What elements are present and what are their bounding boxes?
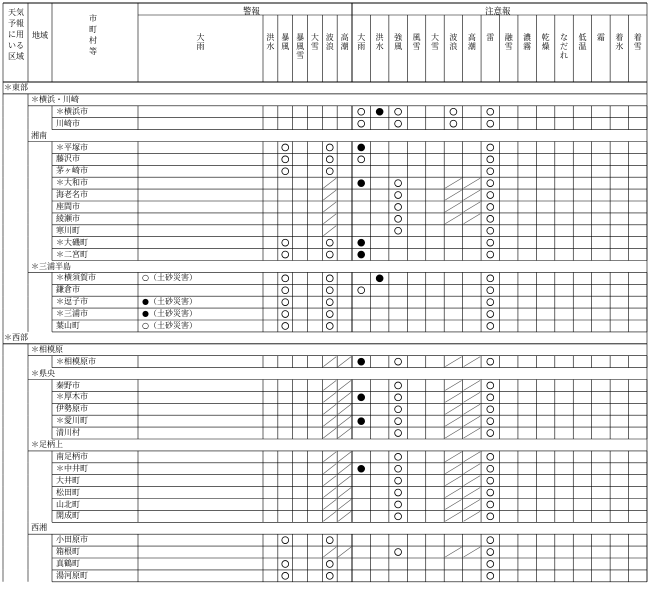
rain-warning-note: ○（土砂災害） (142, 273, 197, 283)
not-applicable-mark (445, 392, 461, 402)
header-warning-col: 大雨 (196, 33, 205, 51)
filled-circle-mark (358, 180, 365, 187)
open-circle-mark (282, 287, 289, 294)
filled-circle-mark (376, 275, 383, 282)
open-circle-mark (326, 144, 333, 151)
open-circle-mark (282, 323, 289, 330)
municipality-label: 座間市 (56, 202, 80, 211)
open-circle-mark (326, 239, 333, 246)
region-label: ＊足柄上 (31, 440, 63, 449)
open-circle-mark (487, 227, 494, 234)
not-applicable-mark (445, 214, 461, 224)
not-applicable-mark (323, 452, 336, 462)
municipality-label: ＊二宮町 (56, 249, 88, 259)
open-circle-mark (487, 382, 494, 389)
open-circle-mark (358, 120, 365, 127)
open-circle-mark (282, 144, 289, 151)
open-circle-mark (487, 430, 494, 437)
municipality-label: 葉山町 (56, 321, 80, 330)
open-circle-mark (282, 537, 289, 544)
municipality-label: 寒川町 (56, 225, 80, 235)
open-circle-mark (282, 275, 289, 282)
open-circle-mark (395, 430, 402, 437)
not-applicable-mark (338, 357, 351, 367)
open-circle-mark (487, 108, 494, 115)
open-circle-mark (450, 108, 457, 115)
municipality-label: 伊勢原市 (56, 404, 88, 414)
open-circle-mark (395, 192, 402, 199)
municipality-label: 秦野市 (56, 380, 80, 390)
open-circle-mark (395, 120, 402, 127)
open-circle-mark (358, 156, 365, 163)
not-applicable-mark (338, 488, 351, 498)
rain-warning-note: ●（土砂災害） (142, 309, 197, 319)
open-circle-mark (326, 323, 333, 330)
open-circle-mark (326, 251, 333, 258)
not-applicable-mark (464, 511, 480, 521)
municipality-label: 清川村 (56, 428, 80, 438)
open-circle-mark (326, 287, 333, 294)
open-circle-mark (487, 156, 494, 163)
header-advisory-col: 大雨 (357, 33, 366, 51)
region-label: 湘南 (31, 130, 47, 140)
header-advisory-col: 霜 (596, 33, 605, 42)
open-circle-mark (282, 572, 289, 579)
header-municipality: 市町村等 (89, 14, 97, 56)
municipality-label: ＊愛川町 (56, 416, 88, 426)
header-forecast-area: 天気予報に用いる区域 (8, 8, 24, 61)
not-applicable-mark (323, 488, 336, 498)
not-applicable-mark (323, 226, 336, 236)
open-circle-mark (487, 287, 494, 294)
open-circle-mark (282, 168, 289, 175)
not-applicable-mark (338, 476, 351, 486)
not-applicable-mark (445, 404, 461, 414)
not-applicable-mark (323, 547, 336, 557)
filled-circle-mark (358, 465, 365, 472)
filled-circle-mark (358, 144, 365, 151)
not-applicable-mark (464, 404, 480, 414)
region-label: ＊三浦半島 (31, 261, 71, 271)
not-applicable-mark (323, 202, 336, 212)
municipality-label: ＊大磯町 (56, 237, 88, 247)
municipality-label: ＊平塚市 (56, 142, 88, 152)
open-circle-mark (395, 108, 402, 115)
header-warning-col: 洪水 (266, 33, 275, 51)
not-applicable-mark (464, 392, 480, 402)
not-applicable-mark (445, 202, 461, 212)
header-advisory-col: 着雪 (633, 33, 642, 51)
open-circle-mark (487, 311, 494, 318)
not-applicable-mark (338, 500, 351, 510)
filled-circle-mark (376, 108, 383, 115)
not-applicable-mark (464, 381, 480, 391)
not-applicable-mark (445, 190, 461, 200)
open-circle-mark (395, 394, 402, 401)
municipality-label: 真鶴町 (56, 559, 80, 568)
open-circle-mark (487, 168, 494, 175)
open-circle-mark (395, 465, 402, 472)
not-applicable-mark (464, 190, 480, 200)
not-applicable-mark (464, 428, 480, 438)
open-circle-mark (487, 180, 494, 187)
open-circle-mark (395, 549, 402, 556)
open-circle-mark (487, 299, 494, 306)
header-advisory-col: 乾燥 (541, 33, 550, 51)
header-advisory-col: 大雪 (430, 33, 439, 51)
open-circle-mark (487, 418, 494, 425)
open-circle-mark (487, 537, 494, 544)
header-warning-col: 暴風雪 (296, 33, 305, 60)
header-advisory-col: 雷 (486, 33, 495, 42)
municipality-label: 山北町 (56, 499, 80, 509)
filled-circle-mark (358, 418, 365, 425)
header-advisory-col: 高潮 (467, 33, 476, 51)
region-label: ＊相模原 (31, 344, 63, 354)
open-circle-mark (487, 358, 494, 365)
open-circle-mark (487, 572, 494, 579)
header-warnings: 警報 (243, 7, 261, 17)
not-applicable-mark (445, 464, 461, 474)
open-circle-mark (487, 489, 494, 496)
not-applicable-mark (445, 357, 461, 367)
open-circle-mark (450, 120, 457, 127)
municipality-label: 鎌倉市 (56, 285, 80, 295)
open-circle-mark (487, 204, 494, 211)
not-applicable-mark (445, 452, 461, 462)
header-warning-col: 高潮 (340, 33, 349, 51)
not-applicable-mark (464, 416, 480, 426)
not-applicable-mark (323, 428, 336, 438)
not-applicable-mark (323, 500, 336, 510)
not-applicable-mark (464, 500, 480, 510)
not-applicable-mark (323, 214, 336, 224)
open-circle-mark (487, 561, 494, 568)
open-circle-mark (487, 251, 494, 258)
open-circle-mark (326, 299, 333, 306)
area-label: ＊東部 (4, 83, 28, 92)
open-circle-mark (487, 513, 494, 520)
filled-circle-mark (358, 394, 365, 401)
open-circle-mark (395, 513, 402, 520)
municipality-label: ＊相模原市 (56, 356, 96, 366)
not-applicable-mark (338, 381, 351, 391)
rain-warning-note: ○（土砂災害） (142, 321, 197, 330)
not-applicable-mark (445, 381, 461, 391)
municipality-label: 藤沢市 (56, 154, 80, 164)
open-circle-mark (282, 156, 289, 163)
municipality-label: ＊厚木市 (56, 392, 88, 402)
open-circle-mark (487, 120, 494, 127)
open-circle-mark (487, 465, 494, 472)
header-advisory-col: 着氷 (615, 33, 624, 51)
header-advisories: 注意報 (485, 7, 511, 17)
open-circle-mark (395, 418, 402, 425)
not-applicable-mark (323, 511, 336, 521)
municipality-label: ＊横浜市 (56, 106, 88, 116)
not-applicable-mark (338, 511, 351, 521)
open-circle-mark (487, 192, 494, 199)
not-applicable-mark (464, 178, 480, 188)
open-circle-mark (326, 572, 333, 579)
municipality-label: ＊中井町 (56, 463, 88, 473)
municipality-label: 南足柄市 (56, 451, 88, 461)
not-applicable-mark (338, 452, 351, 462)
open-circle-mark (487, 323, 494, 330)
header-advisory-col: 波浪 (449, 33, 458, 51)
open-circle-mark (395, 501, 402, 508)
municipality-label: 湯河原町 (56, 570, 88, 580)
not-applicable-mark (464, 357, 480, 367)
filled-circle-mark (358, 358, 365, 365)
open-circle-mark (487, 453, 494, 460)
not-applicable-mark (323, 190, 336, 200)
area-label: ＊西部 (4, 332, 28, 342)
not-applicable-mark (464, 202, 480, 212)
open-circle-mark (358, 108, 365, 115)
not-applicable-mark (445, 416, 461, 426)
open-circle-mark (326, 168, 333, 175)
header-advisory-col: 濃霧 (523, 33, 532, 51)
not-applicable-mark (464, 476, 480, 486)
not-applicable-mark (323, 357, 336, 367)
filled-circle-mark (358, 239, 365, 246)
not-applicable-mark (338, 464, 351, 474)
header-advisory-col: 洪水 (375, 33, 384, 51)
open-circle-mark (395, 453, 402, 460)
open-circle-mark (487, 394, 494, 401)
header-warning-col: 暴風 (281, 33, 290, 51)
open-circle-mark (395, 406, 402, 413)
not-applicable-mark (323, 404, 336, 414)
not-applicable-mark (445, 476, 461, 486)
open-circle-mark (395, 477, 402, 484)
header-advisory-col: 低温 (578, 33, 587, 51)
open-circle-mark (395, 489, 402, 496)
not-applicable-mark (464, 452, 480, 462)
not-applicable-mark (323, 392, 336, 402)
municipality-label: 綾瀬市 (56, 213, 80, 223)
municipality-label: 海老名市 (56, 190, 88, 200)
open-circle-mark (487, 549, 494, 556)
open-circle-mark (487, 275, 494, 282)
not-applicable-mark (464, 488, 480, 498)
open-circle-mark (282, 561, 289, 568)
not-applicable-mark (338, 428, 351, 438)
open-circle-mark (395, 215, 402, 222)
not-applicable-mark (323, 464, 336, 474)
region-label: ＊県央 (31, 368, 55, 378)
not-applicable-mark (464, 214, 480, 224)
municipality-label: 川崎市 (56, 118, 80, 128)
not-applicable-mark (445, 488, 461, 498)
municipality-label: ＊大和市 (56, 178, 88, 188)
open-circle-mark (326, 311, 333, 318)
not-applicable-mark (445, 428, 461, 438)
not-applicable-mark (445, 511, 461, 521)
open-circle-mark (358, 287, 365, 294)
not-applicable-mark (323, 381, 336, 391)
not-applicable-mark (464, 464, 480, 474)
not-applicable-mark (464, 547, 480, 557)
open-circle-mark (326, 561, 333, 568)
open-circle-mark (395, 227, 402, 234)
not-applicable-mark (323, 178, 336, 188)
not-applicable-mark (338, 392, 351, 402)
open-circle-mark (282, 299, 289, 306)
region-label: ＊横浜・川崎 (31, 94, 79, 104)
filled-circle-mark (358, 251, 365, 258)
open-circle-mark (282, 311, 289, 318)
open-circle-mark (395, 382, 402, 389)
open-circle-mark (487, 406, 494, 413)
region-label: 西湘 (31, 523, 47, 533)
header-advisory-col: なだれ (560, 33, 569, 60)
rain-warning-note: ●（土砂災害） (142, 297, 197, 307)
not-applicable-mark (338, 547, 351, 557)
open-circle-mark (395, 358, 402, 365)
open-circle-mark (326, 156, 333, 163)
not-applicable-mark (338, 404, 351, 414)
municipality-label: 箱根町 (56, 547, 80, 557)
open-circle-mark (395, 204, 402, 211)
open-circle-mark (487, 239, 494, 246)
municipality-label: 大井町 (56, 475, 80, 485)
header-region: 地域 (32, 31, 48, 40)
municipality-label: ＊逗子市 (56, 297, 88, 307)
header-advisory-col: 風雪 (412, 33, 421, 51)
open-circle-mark (282, 251, 289, 258)
municipality-label: 茅ヶ崎市 (56, 166, 88, 176)
municipality-label: 小田原市 (56, 535, 88, 545)
municipality-label: 松田町 (56, 487, 80, 497)
not-applicable-mark (445, 500, 461, 510)
municipality-label: ＊三浦市 (56, 309, 88, 319)
open-circle-mark (326, 275, 333, 282)
open-circle-mark (326, 537, 333, 544)
header-advisory-col: 強風 (394, 33, 403, 51)
header-advisory-col: 融雪 (504, 33, 513, 51)
not-applicable-mark (445, 178, 461, 188)
open-circle-mark (487, 501, 494, 508)
open-circle-mark (487, 144, 494, 151)
header-warning-col: 波浪 (325, 33, 334, 51)
header-warning-col: 大雪 (310, 33, 319, 51)
not-applicable-mark (338, 416, 351, 426)
open-circle-mark (487, 477, 494, 484)
open-circle-mark (395, 180, 402, 187)
municipality-label: ＊横須賀市 (56, 273, 96, 283)
municipality-label: 開成町 (56, 511, 80, 521)
open-circle-mark (282, 239, 289, 246)
not-applicable-mark (323, 416, 336, 426)
not-applicable-mark (323, 476, 336, 486)
open-circle-mark (487, 215, 494, 222)
not-applicable-mark (445, 547, 461, 557)
